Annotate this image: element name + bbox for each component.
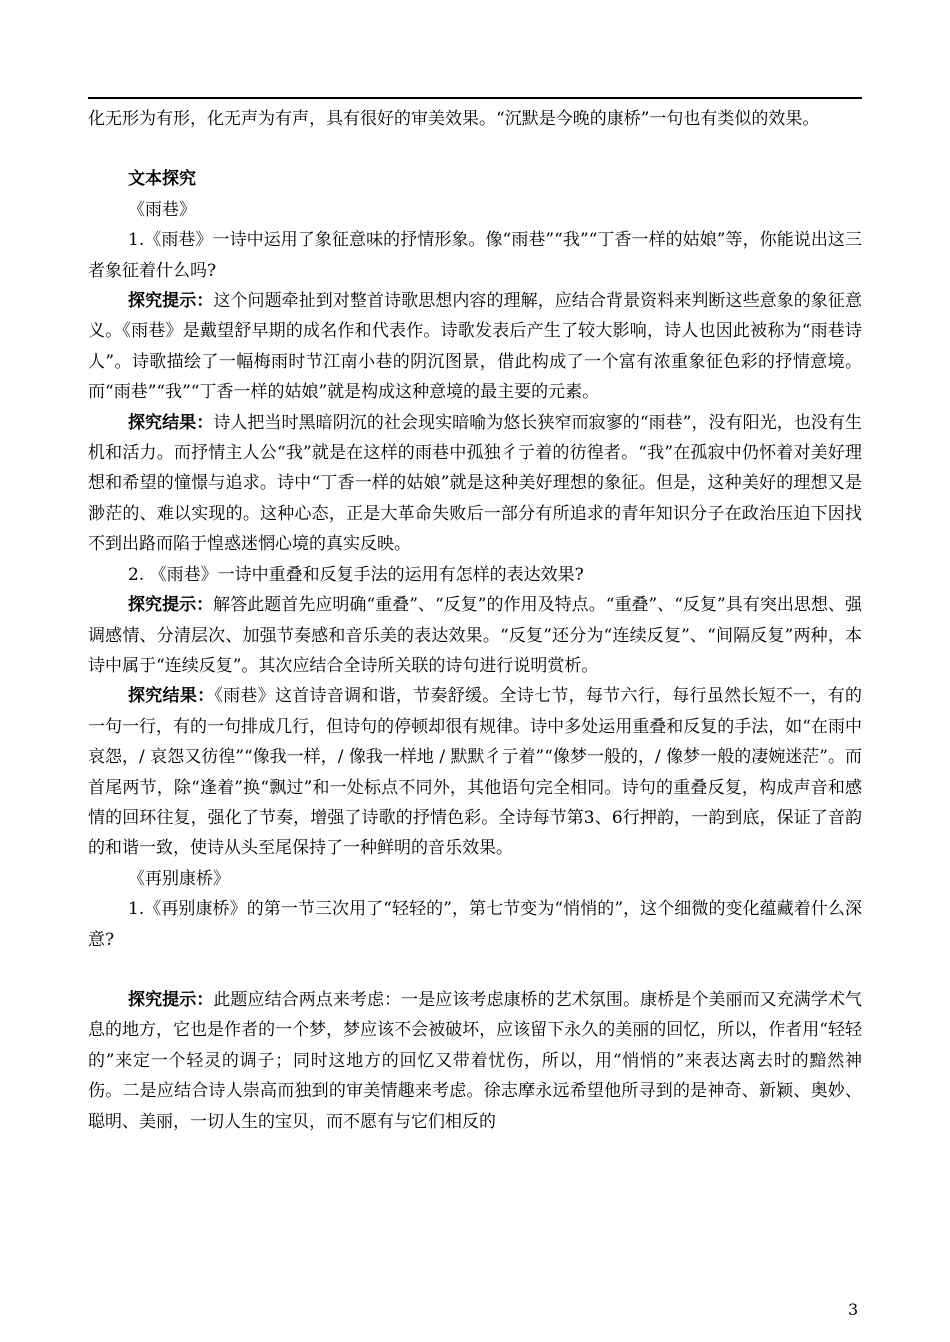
question-1-result <box>88 408 862 560</box>
result-label: 探究结果： <box>128 412 214 433</box>
question-1: 1.《雨巷》一诗中运用了象征意味的抒情形象。像“雨巷”“我”“丁香一样的姑娘”等，你能说出这三者象征着什么吗? <box>88 230 862 281</box>
result-text: 诗人把当时黑暗阴沉的社会现实暗喻为悠长狭窄而寂寥的“雨巷”，没有阳光，也没有生机和活力。而抒情主人公“我”就是在这样的雨巷中孤独彳亍着的彷徨者。“我”在孤寂中仍怀着对美好理想和希望的憧憬与追求。诗中“丁香一样的姑娘”就是这种美好理想的象征。但是，这种美好的理想又是渺茫的、难以实现的。这种心态，正是大革命失败后一部分有所追求的青年知识分子在政治压迫下因找不到出路而陷于惶惑迷惘心境的真实反映。 <box>88 412 862 555</box>
hint-label: 探究提示： <box>128 291 214 312</box>
result-text: 《雨巷》这首诗音调和谐，节奏舒缓。全诗七节，每节六行，每行虽然长短不一，有的一句一行，有的一句排成几行，但诗句的停顿却很有规律。诗中多处运用重叠和反复的手法，如“在雨中哀怨，/ 哀怨又彷徨”“像我一样，/ 像我一样地 / 默默彳亍着”“像梦一般的，/ 像梦一般的凄婉迷茫”。而首尾两节，除“逢着”换“飘过”和一处标点不同外，其他语句完全相同。诗句的重叠反复，构成声音和感情的回环往复，强化了节奏，增强了诗歌的抒情色彩。全诗每节第3、6行押韵，一韵到底，保证了音韵的和谐一致，使诗从头至尾保持了一种鲜明的音乐效果。 <box>88 686 863 859</box>
question-2-result <box>88 681 862 863</box>
intro-paragraph: 化无形为有形，化无声为有声，具有很好的审美效果。“沉默是今晚的康桥”一句也有类似的效果。 <box>88 109 820 129</box>
hint-text: 解答此题首先应明确“重叠”、“反复”的作用及特点。“重叠”、“反复”具有突出思想、强调感情、分清层次、加强节奏感和音乐美的表达效果。“反复”还分为“连续反复”、“间隔反复”两种，本诗中属于“连续反复”。其次应结合全诗所关联的诗句进行说明赏析。 <box>88 595 863 676</box>
question-3: 1.《再别康桥》的第一节三次用了“轻轻的”，第七节变为“悄悄的”，这个细微的变化蕴藏着什么深意? <box>88 899 862 950</box>
poem-title-yuxiang: 《雨巷》 <box>128 199 196 220</box>
poem-title-kangqiao: 《再别康桥》 <box>128 868 230 889</box>
question-1-hint <box>88 286 862 408</box>
hint-label: 探究提示： <box>128 989 214 1010</box>
hint-label: 探究提示： <box>128 595 214 616</box>
section-heading: 文本探究 <box>128 169 196 190</box>
question-3-hint <box>88 985 862 1137</box>
page-number: 3 <box>848 1300 859 1319</box>
result-label: 探究结果： <box>128 686 215 707</box>
hint-text: 这个问题牵扯到对整首诗歌思想内容的理解，应结合背景资料来判断这些意象的象征意义。《雨巷》是戴望舒早期的成名作和代表作。诗歌发表后产生了较大影响，诗人也因此被称为“雨巷诗人”。诗歌描绘了一幅梅雨时节江南小巷的阴沉图景，借此构成了一个富有浓重象征色彩的抒情意境。而“雨巷”“我”“丁香一样的姑娘”就是构成这种意境的最主要的元素。 <box>88 291 863 403</box>
hint-text: 此题应结合两点来考虑：一是应该考虑康桥的艺术氛围。康桥是个美丽而又充满学术气息的地方，它也是作者的一个梦，梦应该不会被破坏，应该留下永久的美丽的回忆，所以，作者用“轻轻的”来定一个轻灵的调子；同时这地方的回忆又带着忧伤，所以，用“悄悄的”来表达离去时的黯然神伤。二是应结合诗人崇高而独到的审美情趣来考虑。徐志摩永远希望他所寻到的是神奇、新颖、奥妙、聪明、美丽，一切人生的宝贝，而不愿有与它们相反的 <box>88 989 863 1132</box>
document-body <box>88 104 862 1137</box>
question-2-hint <box>88 590 862 681</box>
question-2: 2. 《雨巷》一诗中重叠和反复手法的运用有怎样的表达效果? <box>128 564 584 585</box>
header-rule <box>88 97 862 99</box>
